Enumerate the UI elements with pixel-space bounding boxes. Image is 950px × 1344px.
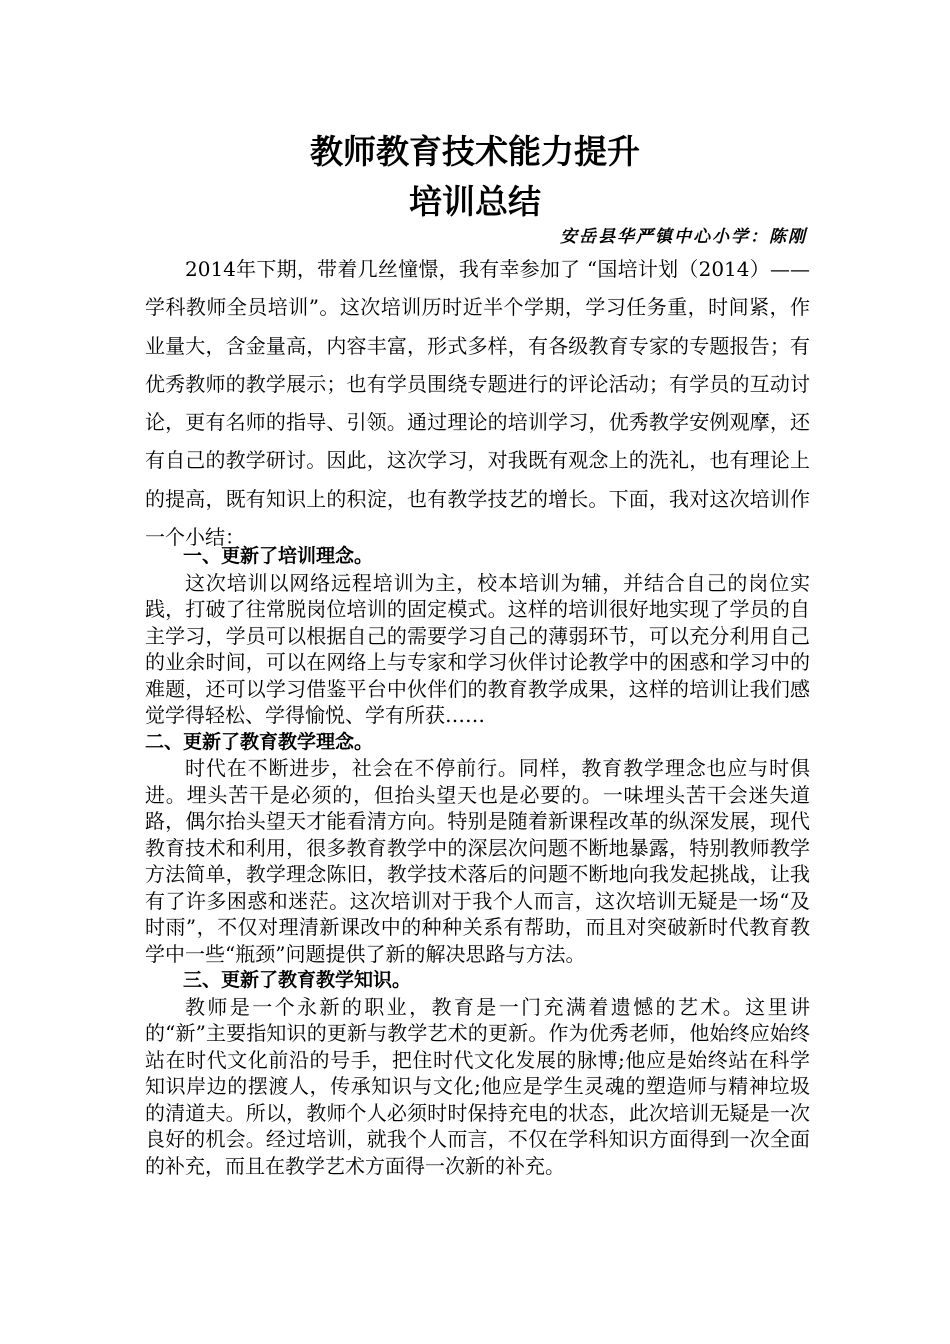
section2-paragraph: 时代在不断进步，社会在不停前行。同样，教育教学理念也应与时俱进。埋头苦干是必须的，但抬头望天也是必要的。一味埋头苦干会迷失道路，偶尔抬头望天才能看清方向。特别是随着新课程改革的纵深发展，现代教育技术和利用，很多教育教学中的深层次问题不断地暴露，特别教师教学方法简单，教学理念陈旧，教学技术落后的问题不断地向我发起挑战，让我有了许多困惑和迷茫。这次培训对于我个人而言，这次培训无疑是一场“及时雨”，不仅对理清新课改中的种种关系有帮助，而且对突破新时代教育教学中一些“瓶颈”问题提供了新的解决思路与方法。 — [145, 756, 810, 966]
section3-paragraph: 教师是一个永新的职业，教育是一门充满着遗憾的艺术。这里讲的“新”主要指知识的更新与教学艺术的更新。作为优秀老师，他始终应始终站在时代文化前沿的号手，把住时代文化发展的脉博;他应是始终站在科学知识岸边的摆渡人，传承知识与文化;他应是学生灵魂的塑造师与精神垃圾的清道夫。所以，教师个人必须时时保持充电的状态，此次培训无疑是一次良好的机会。经过培训，就我个人而言，不仅在学科知识方面得到一次全面的补充，而且在教学艺术方面得一次新的补充。 — [145, 994, 810, 1178]
document-title-line1: 教师教育技术能力提升 — [310, 132, 640, 171]
section1-heading: 一、更新了培训理念。 — [183, 545, 374, 567]
section2-heading: 二、更新了教育教学理念。 — [145, 730, 374, 753]
author-line: 安岳县华严镇中心小学：陈刚 — [560, 227, 807, 247]
section3-heading: 三、更新了教育教学知识。 — [183, 969, 412, 991]
intro-section — [145, 250, 810, 556]
section1-paragraph: 这次培训以网络远程培训为主，校本培训为辅，并结合自己的岗位实践，打破了往常脱岗位培训的固定模式。这样的培训很好地实现了学员的自主学习，学员可以根据自己的需要学习自己的薄弱环节，可以充分利用自己的业余时间，可以在网络上与专家和学习伙伴讨论教学中的困惑和学习中的难题，还可以学习借鉴平台中伙伴们的教育教学成果，这样的培训让我们感觉学得轻松、学得愉悦、学有所获…… — [145, 570, 810, 727]
document-title-line2: 培训总结 — [409, 182, 541, 221]
intro-paragraph: 2014年下期，带着几丝憧憬，我有幸参加了 “国培计划（2014）——学科教师全员培训”。这次培训历时近半个学期，学习任务重，时间紧，作业量大，含金量高，内容丰富，形式多样，有各级教育专家的专题报告；有优秀教师的教学展示；也有学员围绕专题进行的评论活动；有学员的互动讨论，更有名师的指导、引领。通过理论的培训学习，优秀教学安例观摩，还有自己的教学研讨。因此，这次学习，对我既有观念上的洗礼，也有理论上的提高，既有知识上的积淀，也有教学技艺的增长。下面，我对这次培训作一个小结： — [145, 257, 810, 550]
body-sections — [145, 543, 810, 1179]
